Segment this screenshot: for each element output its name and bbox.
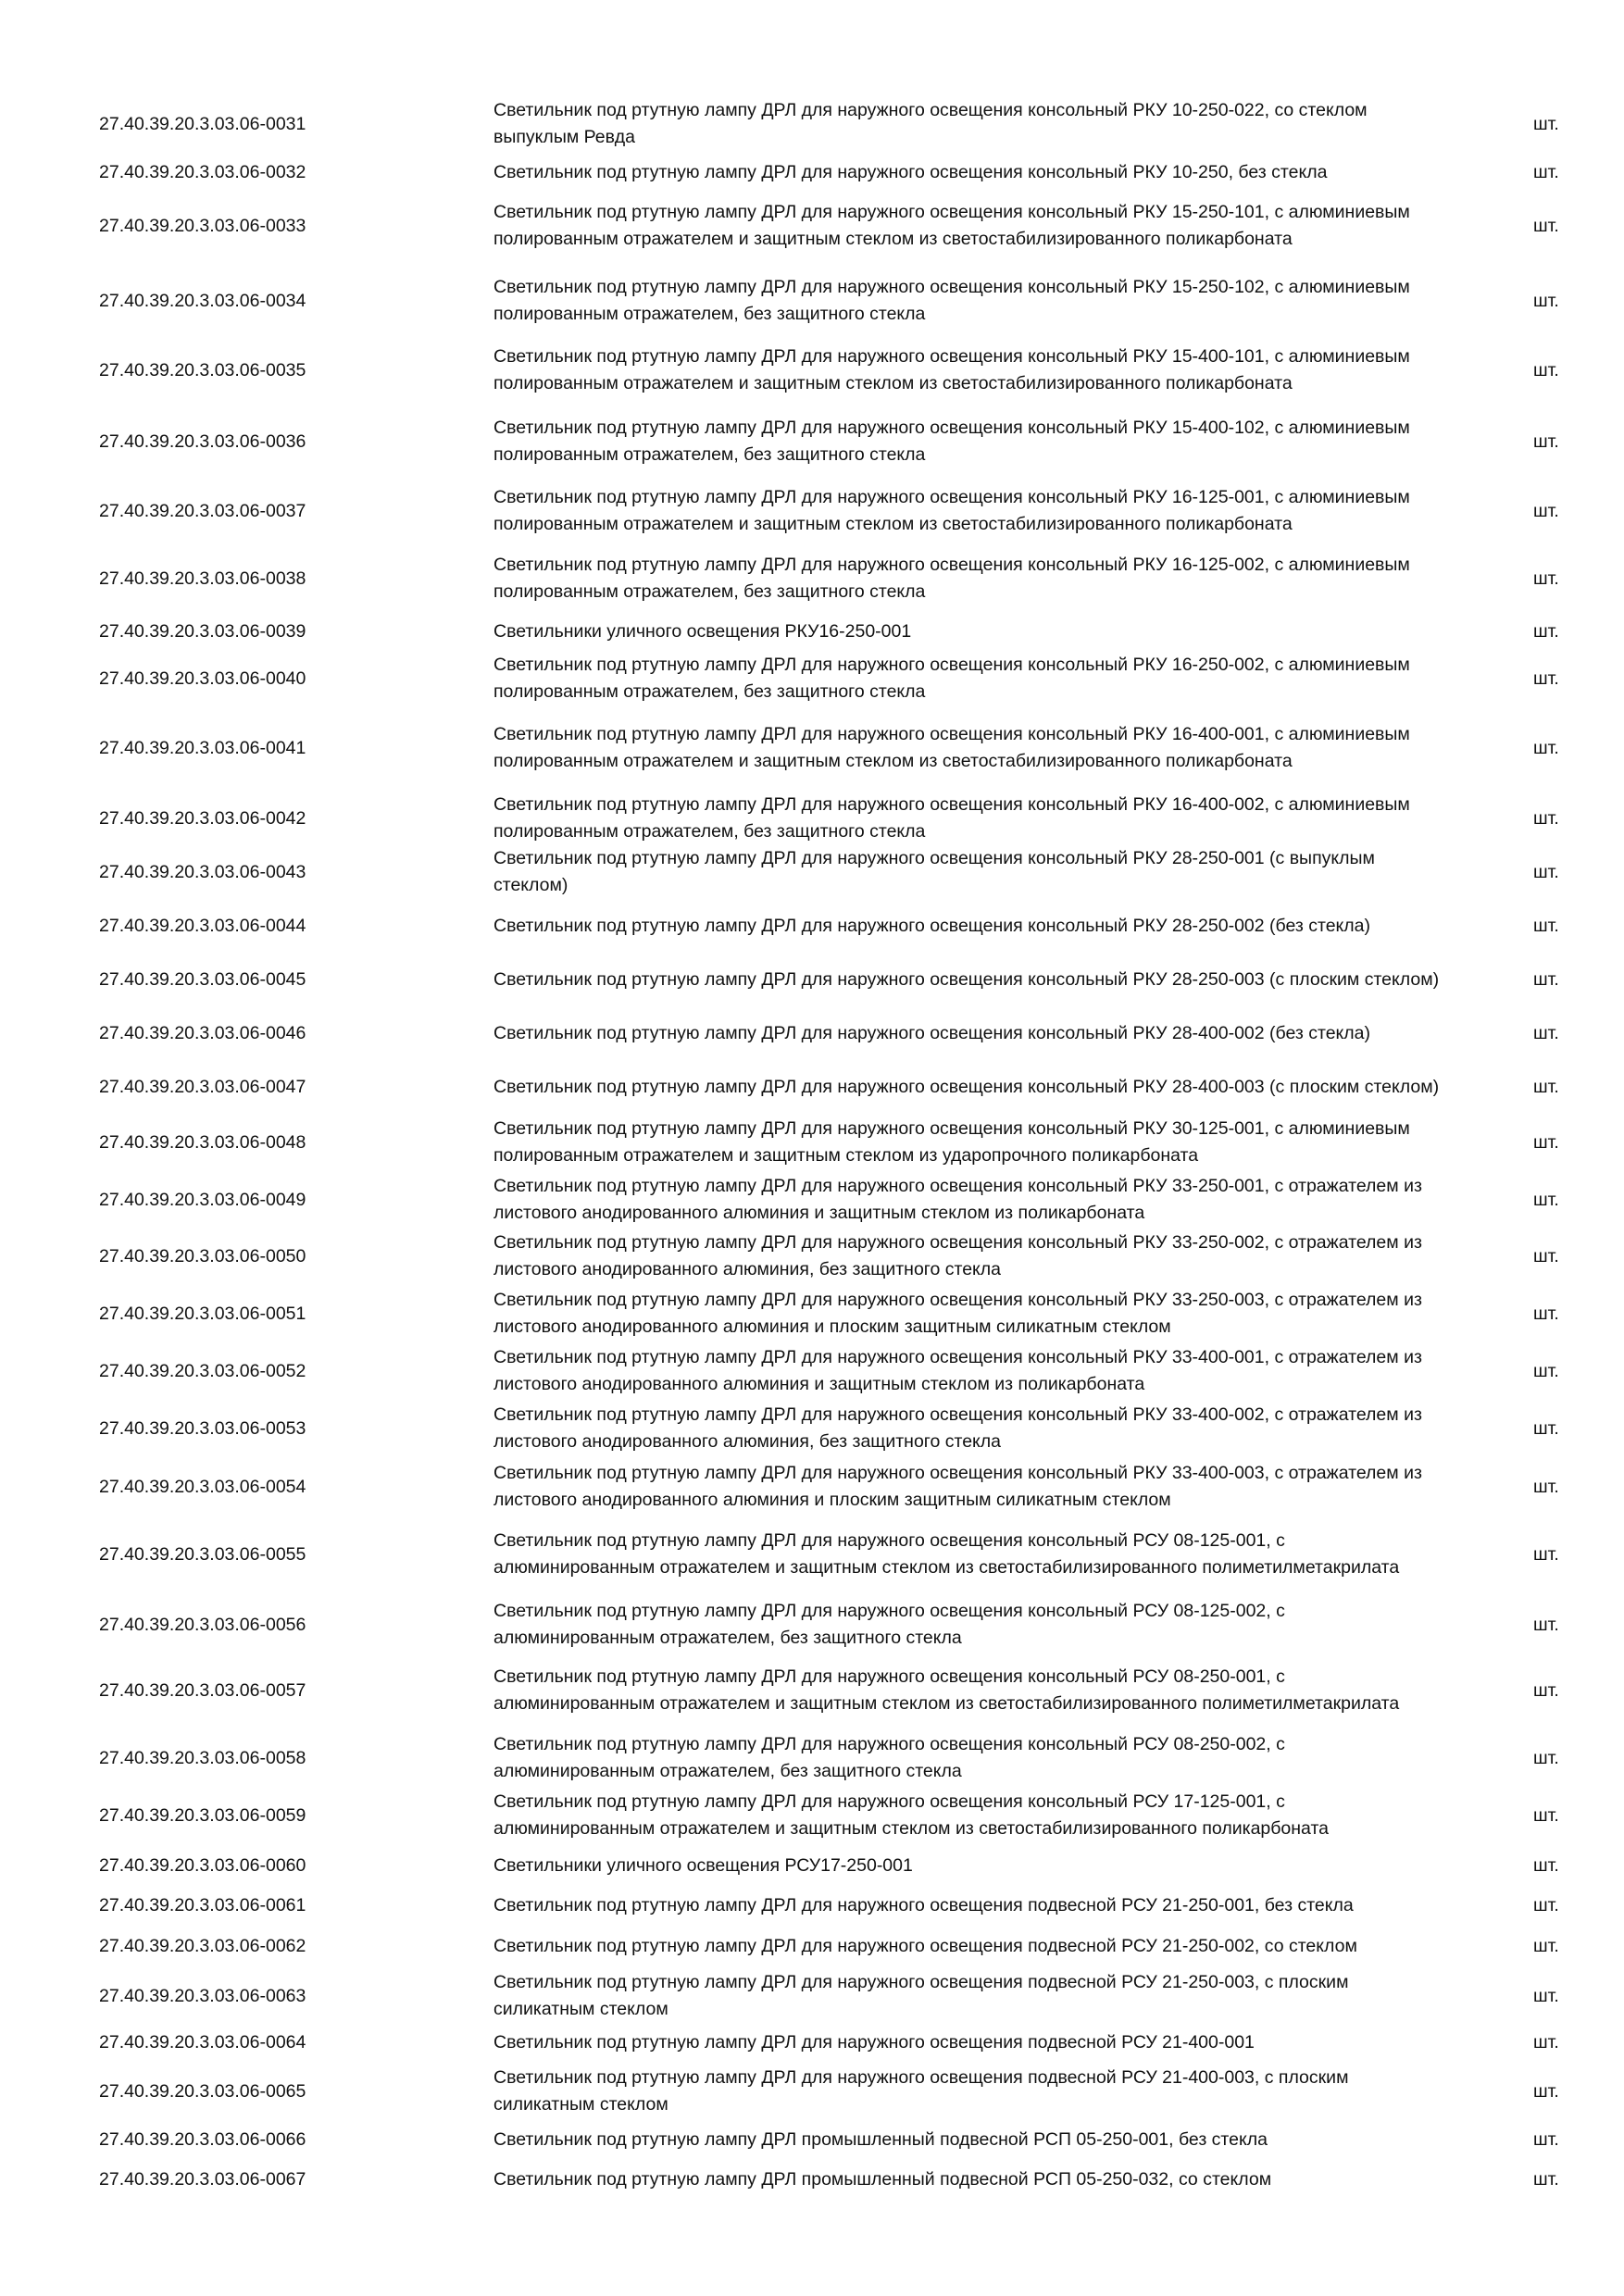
item-unit: шт. [1533, 1360, 1559, 1381]
table-row [0, 1344, 1624, 1398]
item-unit: шт. [1533, 1076, 1559, 1097]
item-code: 27.40.39.20.3.03.06-0038 [99, 568, 306, 589]
table-row [0, 343, 1624, 397]
item-unit: шт. [1533, 1679, 1559, 1701]
item-name: Светильник под ртутную лампу ДРЛ для наружного освещения консольный РКУ 33-400-001, с отражателем из листового анодированного алюминия и защитным стеклом из поликарбоната [493, 1347, 1422, 1394]
item-code: 27.40.39.20.3.03.06-0061 [99, 1894, 306, 1915]
item-unit: шт. [1533, 915, 1559, 936]
item-name: Светильник под ртутную лампу ДРЛ для наружного освещения консольный РКУ 16-400-001, с алюминиевым полированным отражателем и защитным стеклом из светостабилизированного поликарбоната [493, 724, 1410, 771]
item-name: Светильники уличного освещения РСУ17-250-001 [493, 1854, 913, 1876]
item-unit: шт. [1533, 161, 1559, 182]
item-unit: шт. [1533, 1985, 1559, 2006]
item-unit: шт. [1533, 737, 1559, 758]
item-name: Светильник под ртутную лампу ДРЛ для наружного освещения консольный РКУ 28-250-002 (без стекла) [493, 915, 1371, 936]
item-code: 27.40.39.20.3.03.06-0041 [99, 737, 306, 758]
table-row [0, 652, 1624, 705]
item-name: Светильник под ртутную лампу ДРЛ для наружного освещения консольный РКУ 15-400-102, с алюминиевым полированным отражателем, без защитного стекла [493, 418, 1410, 465]
item-unit: шт. [1533, 2168, 1559, 2190]
item-code: 27.40.39.20.3.03.06-0059 [99, 1804, 306, 1826]
table-row [0, 415, 1624, 468]
item-code: 27.40.39.20.3.03.06-0049 [99, 1189, 306, 1210]
table-row [0, 1789, 1624, 1842]
table-row [0, 1116, 1624, 1169]
item-unit: шт. [1533, 430, 1559, 452]
item-name: Светильник под ртутную лампу ДРЛ для наружного освещения консольный РСУ 08-250-002, с алюминированным отражателем, без защитного стекла [493, 1734, 1285, 1781]
item-name: Светильник под ртутную лампу ДРЛ для наружного освещения консольный РКУ 16-250-002, с алюминиевым полированным отражателем, без защитного стекла [493, 655, 1410, 702]
item-name: Светильник под ртутную лампу ДРЛ для наружного освещения подвесной РСУ 21-250-002, со стеклом [493, 1935, 1357, 1956]
table-row [0, 1173, 1624, 1227]
item-unit: шт. [1533, 1022, 1559, 1043]
item-name: Светильник под ртутную лампу ДРЛ промышленный подвесной РСП 05-250-001, без стекла [493, 2128, 1268, 2150]
table-row [0, 618, 1624, 645]
item-name: Светильник под ртутную лампу ДРЛ для наружного освещения консольный РСУ 08-125-002, с алюминированным отражателем, без защитного стекла [493, 1601, 1285, 1648]
item-unit: шт. [1533, 1747, 1559, 1768]
item-unit: шт. [1533, 500, 1559, 521]
item-code: 27.40.39.20.3.03.06-0062 [99, 1935, 306, 1956]
item-name: Светильник под ртутную лампу ДРЛ для наружного освещения консольный РКУ 28-400-002 (без стекла) [493, 1022, 1371, 1043]
item-code: 27.40.39.20.3.03.06-0058 [99, 1747, 306, 1768]
table-row [0, 2166, 1624, 2193]
item-code: 27.40.39.20.3.03.06-0057 [99, 1679, 306, 1701]
table-row [0, 2065, 1624, 2118]
item-unit: шт. [1533, 968, 1559, 990]
table-row [0, 1731, 1624, 1785]
table-row [0, 159, 1624, 186]
item-code: 27.40.39.20.3.03.06-0036 [99, 430, 306, 452]
item-unit: шт. [1533, 668, 1559, 689]
table-row [0, 1402, 1624, 1455]
item-code: 27.40.39.20.3.03.06-0031 [99, 113, 306, 134]
item-unit: шт. [1533, 113, 1559, 134]
item-unit: шт. [1533, 1804, 1559, 1826]
item-code: 27.40.39.20.3.03.06-0066 [99, 2128, 306, 2150]
item-name: Светильник под ртутную лампу ДРЛ для наружного освещения консольный РКУ 33-250-002, с отражателем из листового анодированного алюминия, без защитного стекла [493, 1232, 1422, 1279]
table-row [0, 1528, 1624, 1581]
item-name: Светильник под ртутную лампу ДРЛ для наружного освещения подвесной РСУ 21-250-003, с плоским силикатным стеклом [493, 1972, 1349, 2019]
table-row [0, 1892, 1624, 1919]
item-name: Светильник под ртутную лампу ДРЛ промышленный подвесной РСП 05-250-032, со стеклом [493, 2168, 1272, 2190]
table-row [0, 1853, 1624, 1879]
item-name: Светильник под ртутную лампу ДРЛ для наружного освещения консольный РКУ 10-250, без стекла [493, 161, 1328, 182]
table-row [0, 721, 1624, 775]
item-name: Светильник под ртутную лампу ДРЛ для наружного освещения консольный РКУ 33-250-001, с отражателем из листового анодированного алюминия и защитным стеклом из поликарбоната [493, 1176, 1422, 1223]
item-name: Светильник под ртутную лампу ДРЛ для наружного освещения консольный РКУ 15-250-101, с алюминиевым полированным отражателем и защитным стеклом из светостабилизированного поликарбоната [493, 202, 1410, 249]
table-row [0, 1074, 1624, 1101]
table-row [0, 1287, 1624, 1341]
item-code: 27.40.39.20.3.03.06-0032 [99, 161, 306, 182]
item-unit: шт. [1533, 568, 1559, 589]
item-code: 27.40.39.20.3.03.06-0034 [99, 290, 306, 311]
item-name: Светильник под ртутную лампу ДРЛ для наружного освещения консольный РКУ 15-400-101, с алюминиевым полированным отражателем и защитным стеклом из светостабилизированного поликарбоната [493, 346, 1410, 393]
table-row [0, 1969, 1624, 2023]
table-row [0, 1598, 1624, 1652]
table-row [0, 274, 1624, 328]
item-name: Светильник под ртутную лампу ДРЛ для наружного освещения консольный РКУ 16-125-001, с алюминиевым полированным отражателем и защитным стеклом из светостабилизированного поликарбоната [493, 487, 1410, 534]
item-code: 27.40.39.20.3.03.06-0055 [99, 1543, 306, 1565]
item-name: Светильник под ртутную лампу ДРЛ для наружного освещения консольный РКУ 33-400-003, с отражателем из листового анодированного алюминия и плоским защитным силикатным стеклом [493, 1463, 1422, 1510]
item-name: Светильник под ртутную лампу ДРЛ для наружного освещения подвесной РСУ 21-400-001 [493, 2031, 1255, 2053]
item-code: 27.40.39.20.3.03.06-0065 [99, 2080, 306, 2102]
item-unit: шт. [1533, 290, 1559, 311]
item-code: 27.40.39.20.3.03.06-0052 [99, 1360, 306, 1381]
item-code: 27.40.39.20.3.03.06-0060 [99, 1854, 306, 1876]
item-code: 27.40.39.20.3.03.06-0050 [99, 1245, 306, 1267]
item-unit: шт. [1533, 2031, 1559, 2053]
item-code: 27.40.39.20.3.03.06-0044 [99, 915, 306, 936]
item-unit: шт. [1533, 1417, 1559, 1439]
item-unit: шт. [1533, 1854, 1559, 1876]
item-unit: шт. [1533, 1131, 1559, 1153]
item-unit: шт. [1533, 2080, 1559, 2102]
item-unit: шт. [1533, 1476, 1559, 1497]
table-row [0, 792, 1624, 845]
table-row [0, 552, 1624, 605]
item-code: 27.40.39.20.3.03.06-0035 [99, 359, 306, 381]
item-name: Светильник под ртутную лампу ДРЛ для наружного освещения консольный РКУ 16-400-002, с алюминиевым полированным отражателем, без защитного стекла [493, 794, 1410, 842]
table-row [0, 1460, 1624, 1514]
table-row [0, 1020, 1624, 1047]
item-unit: шт. [1533, 807, 1559, 829]
item-unit: шт. [1533, 2128, 1559, 2150]
item-name: Светильник под ртутную лампу ДРЛ для наружного освещения консольный РКУ 16-125-002, с алюминиевым полированным отражателем, без защитного стекла [493, 555, 1410, 602]
item-code: 27.40.39.20.3.03.06-0033 [99, 215, 306, 236]
item-code: 27.40.39.20.3.03.06-0053 [99, 1417, 306, 1439]
table-row [0, 2029, 1624, 2056]
item-name: Светильники уличного освещения РКУ16-250-001 [493, 620, 912, 642]
item-name: Светильник под ртутную лампу ДРЛ для наружного освещения консольный РСУ 17-125-001, с алюминированным отражателем и защитным стеклом из светостабилизированного поликарбоната [493, 1791, 1330, 1839]
item-name: Светильник под ртутную лампу ДРЛ для наружного освещения консольный РКУ 33-250-003, с отражателем из листового анодированного алюминия и плоским защитным силикатным стеклом [493, 1290, 1422, 1337]
item-unit: шт. [1533, 215, 1559, 236]
item-unit: шт. [1533, 1189, 1559, 1210]
item-name: Светильник под ртутную лампу ДРЛ для наружного освещения консольный РКУ 30-125-001, с алюминиевым полированным отражателем и защитным стеклом из ударопрочного поликарбоната [493, 1118, 1410, 1166]
table-row [0, 967, 1624, 993]
item-unit: шт. [1533, 1543, 1559, 1565]
item-name: Светильник под ртутную лампу ДРЛ для наружного освещения консольный РСУ 08-250-001, с алюминированным отражателем и защитным стеклом из светостабилизированного полиметилметакрилата [493, 1666, 1400, 1714]
item-unit: шт. [1533, 1935, 1559, 1956]
item-name: Светильник под ртутную лампу ДРЛ для наружного освещения подвесной РСУ 21-250-001, без стекла [493, 1894, 1354, 1915]
item-code: 27.40.39.20.3.03.06-0043 [99, 861, 306, 882]
item-name: Светильник под ртутную лампу ДРЛ для наружного освещения консольный РСУ 08-125-001, с алюминированным отражателем и защитным стеклом из светостабилизированного полиметилметакрилата [493, 1530, 1400, 1578]
item-name: Светильник под ртутную лампу ДРЛ для наружного освещения консольный РКУ 28-400-003 (с плоским стеклом) [493, 1076, 1440, 1097]
item-name: Светильник под ртутную лампу ДРЛ для наружного освещения консольный РКУ 15-250-102, с алюминиевым полированным отражателем, без защитного стекла [493, 277, 1410, 324]
item-name: Светильник под ртутную лампу ДРЛ для наружного освещения консольный РКУ 28-250-001 (с выпуклым стеклом) [493, 848, 1375, 895]
item-code: 27.40.39.20.3.03.06-0042 [99, 807, 306, 829]
item-code: 27.40.39.20.3.03.06-0056 [99, 1614, 306, 1635]
item-code: 27.40.39.20.3.03.06-0045 [99, 968, 306, 990]
item-unit: шт. [1533, 1614, 1559, 1635]
item-unit: шт. [1533, 1245, 1559, 1267]
item-code: 27.40.39.20.3.03.06-0037 [99, 500, 306, 521]
item-name: Светильник под ртутную лампу ДРЛ для наружного освещения консольный РКУ 28-250-003 (с плоским стеклом) [493, 968, 1440, 990]
table-row [0, 845, 1624, 899]
table-row [0, 484, 1624, 538]
item-name: Светильник под ртутную лампу ДРЛ для наружного освещения консольный РКУ 33-400-002, с отражателем из листового анодированного алюминия, без защитного стекла [493, 1404, 1422, 1452]
item-code: 27.40.39.20.3.03.06-0064 [99, 2031, 306, 2053]
item-code: 27.40.39.20.3.03.06-0047 [99, 1076, 306, 1097]
item-unit: шт. [1533, 359, 1559, 381]
item-code: 27.40.39.20.3.03.06-0067 [99, 2168, 306, 2190]
item-code: 27.40.39.20.3.03.06-0054 [99, 1476, 306, 1497]
item-code: 27.40.39.20.3.03.06-0040 [99, 668, 306, 689]
table-row [0, 1229, 1624, 1283]
table-row [0, 199, 1624, 253]
item-name: Светильник под ртутную лампу ДРЛ для наружного освещения консольный РКУ 10-250-022, со стеклом выпуклым Ревда [493, 100, 1368, 147]
table-row [0, 913, 1624, 940]
table-row [0, 1933, 1624, 1960]
table-row [0, 2127, 1624, 2153]
item-code: 27.40.39.20.3.03.06-0051 [99, 1303, 306, 1324]
item-unit: шт. [1533, 1303, 1559, 1324]
item-name: Светильник под ртутную лампу ДРЛ для наружного освещения подвесной РСУ 21-400-003, с плоским силикатным стеклом [493, 2067, 1349, 2115]
item-code: 27.40.39.20.3.03.06-0063 [99, 1985, 306, 2006]
item-code: 27.40.39.20.3.03.06-0048 [99, 1131, 306, 1153]
item-code: 27.40.39.20.3.03.06-0046 [99, 1022, 306, 1043]
table-row [0, 1664, 1624, 1717]
table-row [0, 97, 1624, 151]
item-unit: шт. [1533, 620, 1559, 642]
item-unit: шт. [1533, 1894, 1559, 1915]
item-code: 27.40.39.20.3.03.06-0039 [99, 620, 306, 642]
item-unit: шт. [1533, 861, 1559, 882]
